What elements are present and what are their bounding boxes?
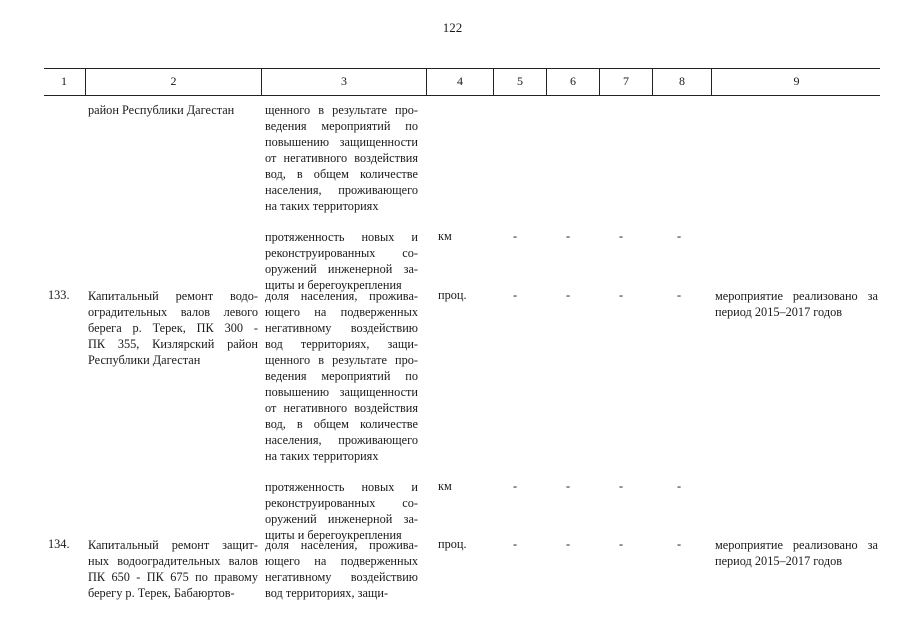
indicator-text-line: щиты и берегоукрепления — [265, 528, 402, 542]
measure-name — [88, 102, 258, 118]
indicator-text-line: на таких территориях — [265, 449, 379, 463]
indicator-text-line: реконструированных со- — [265, 246, 418, 260]
indicator-value: - — [619, 229, 624, 243]
measure-name-line: ПК 355, Кизлярский район — [88, 337, 258, 351]
column-header-4: 4 — [426, 68, 493, 95]
indicator-value: - — [677, 288, 682, 302]
indicator-unit: проц. — [438, 537, 467, 551]
measure-name — [88, 288, 258, 368]
indicator-text-line: протяженность новых и — [265, 480, 418, 494]
column-header-7: 7 — [599, 68, 652, 95]
indicator-text-line: оружений инженерной за- — [265, 262, 418, 276]
column-header-8: 8 — [652, 68, 711, 95]
indicator-text-line: повышению защищенности — [265, 385, 418, 399]
indicator-text-line: ведения мероприятий по — [265, 369, 418, 383]
measure-name-line: оградительных валов левого — [88, 305, 258, 319]
indicator-value: - — [566, 479, 571, 493]
indicator-text-line: щенного в результате про- — [265, 353, 418, 367]
indicator-unit: км — [438, 479, 452, 493]
indicator-text-line: щиты и берегоукрепления — [265, 278, 402, 292]
indicator-value: - — [677, 229, 682, 243]
indicator-text-line: реконструированных со- — [265, 496, 418, 510]
note-text-line: мероприятие реализовано за — [715, 538, 878, 552]
indicator-text-line: ющего на подверженных — [265, 554, 418, 568]
indicator-text-line: доля населения, прожива- — [265, 289, 418, 303]
indicator-value: - — [619, 288, 624, 302]
note-text-line: мероприятие реализовано за — [715, 289, 878, 303]
indicator-text-line: ющего на подверженных — [265, 305, 418, 319]
indicator-text-line: повышению защищенности — [265, 135, 418, 149]
indicator-text-line: на таких территориях — [265, 199, 379, 213]
indicator-unit: проц. — [438, 288, 467, 302]
note-text-line: период 2015–2017 годов — [715, 305, 843, 319]
table-header-bottom-rule — [44, 95, 880, 96]
measure-name-line: берегу р. Терек, Бабаюртов- — [88, 586, 235, 600]
indicator-text-line: негативному воздействию — [265, 570, 418, 584]
indicator-text-line: населения, проживающего — [265, 433, 418, 447]
indicator-text-line: негативному воздействию — [265, 321, 418, 335]
row-number: 134. — [48, 537, 70, 551]
measure-name-line: Капитальный ремонт защит- — [88, 538, 258, 552]
indicator-text-line: вод территориях, защи- — [265, 337, 418, 351]
indicator-text-line: от негативного воздействия — [265, 401, 418, 415]
measure-name-line: район Республики Дагестан — [88, 103, 235, 117]
measure-name-line: ных водооградительных валов — [88, 554, 258, 568]
column-header-6: 6 — [546, 68, 599, 95]
indicator-text — [265, 537, 418, 601]
indicator-text-line: щенного в результате про- — [265, 103, 418, 117]
indicator-value: - — [566, 537, 571, 551]
indicator-text — [265, 229, 418, 293]
column-header-3: 3 — [261, 68, 426, 95]
indicator-text-line: населения, проживающего — [265, 183, 418, 197]
measure-name — [88, 537, 258, 601]
indicator-value: - — [513, 229, 518, 243]
indicator-value: - — [677, 479, 682, 493]
indicator-text — [265, 288, 418, 464]
indicator-unit: км — [438, 229, 452, 243]
column-header-2: 2 — [85, 68, 261, 95]
measure-name-line: Республики Дагестан — [88, 353, 201, 367]
indicator-text-line: вод, в общем количестве — [265, 167, 418, 181]
note-text-line: период 2015–2017 годов — [715, 554, 843, 568]
indicator-value: - — [513, 537, 518, 551]
indicator-value: - — [566, 288, 571, 302]
indicator-text-line: от негативного воздействия — [265, 151, 418, 165]
row-number: 133. — [48, 288, 70, 302]
column-header-1: 1 — [61, 74, 67, 88]
indicator-value: - — [513, 288, 518, 302]
indicator-text — [265, 479, 418, 543]
indicator-value: - — [677, 537, 682, 551]
indicator-text-line: доля населения, прожива- — [265, 538, 418, 552]
indicator-value: - — [513, 479, 518, 493]
note-text — [715, 288, 878, 320]
measure-name-line: Капитальный ремонт водо- — [88, 289, 258, 303]
measure-name-line: берега р. Терек, ПК 300 - — [88, 321, 258, 335]
note-text — [715, 537, 878, 569]
column-header-9: 9 — [711, 68, 881, 95]
indicator-text-line: протяженность новых и — [265, 230, 418, 244]
indicator-text-line: вод, в общем количестве — [265, 417, 418, 431]
column-header-5: 5 — [493, 68, 546, 95]
indicator-text-line: ведения мероприятий по — [265, 119, 418, 133]
indicator-text — [265, 102, 418, 214]
indicator-value: - — [619, 537, 624, 551]
indicator-value: - — [619, 479, 624, 493]
measure-name-line: ПК 650 - ПК 675 по правому — [88, 570, 258, 584]
page-number: 122 — [442, 20, 463, 35]
indicator-text-line: вод территориях, защи- — [265, 586, 389, 600]
indicator-value: - — [566, 229, 571, 243]
indicator-text-line: оружений инженерной за- — [265, 512, 418, 526]
